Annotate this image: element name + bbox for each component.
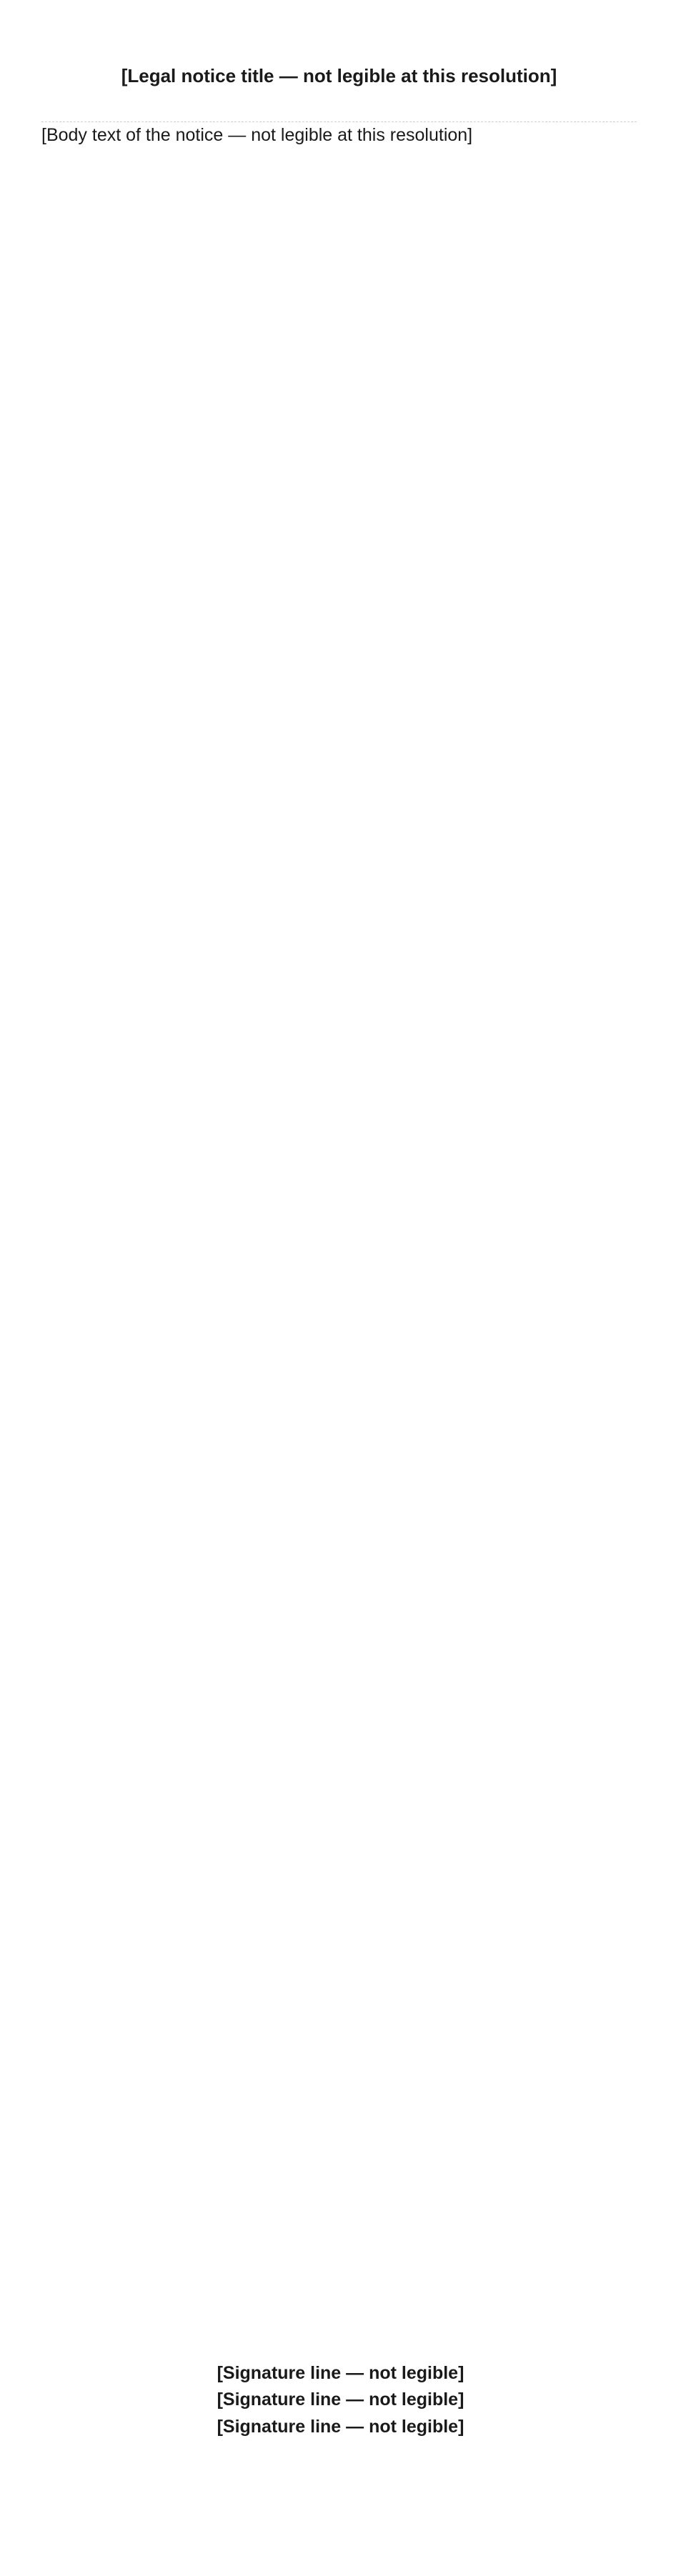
signature-line-3: [Signature line — not legible] (217, 2416, 464, 2437)
signature-line-1: [Signature line — not legible] (217, 2362, 464, 2383)
signature-line-2: [Signature line — not legible] (217, 2389, 464, 2410)
signature-block (0, 2360, 681, 2441)
notice-body (41, 121, 637, 149)
notice-paragraph: [Body text of the notice — not legible at this resolution] (41, 121, 637, 149)
notice-title: [Legal notice title — not legible at this resolution] (121, 65, 557, 86)
